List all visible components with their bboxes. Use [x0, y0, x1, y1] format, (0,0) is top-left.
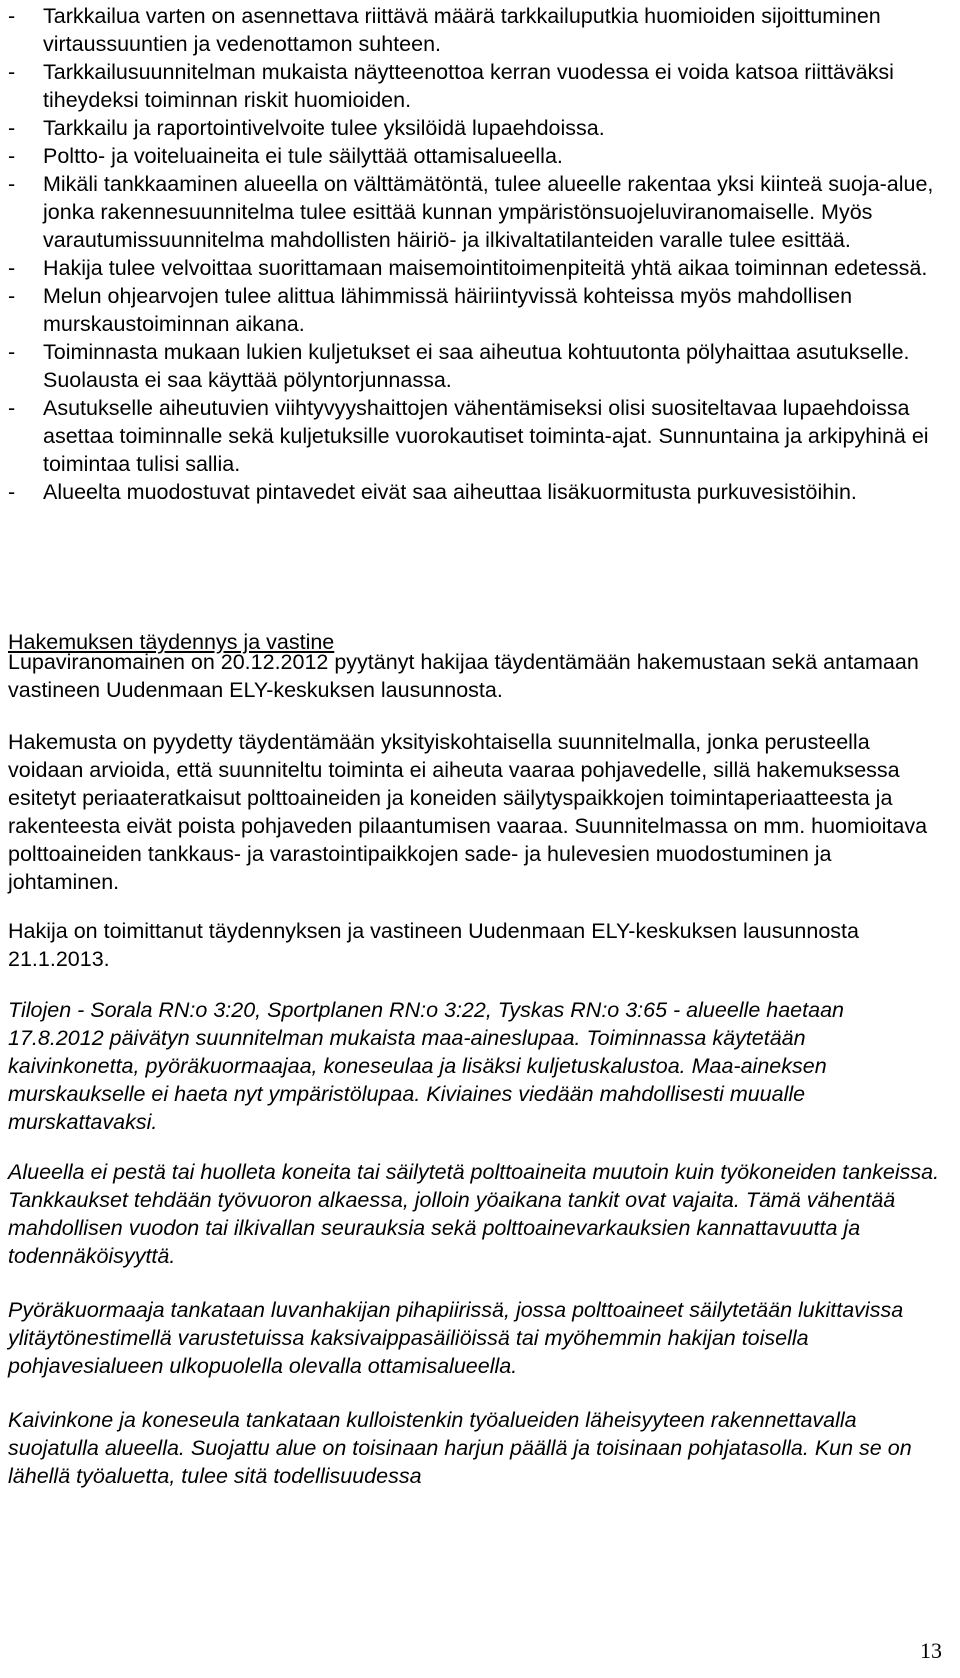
page-number: 13 — [920, 1638, 942, 1663]
paragraph: Lupaviranomainen on 20.12.2012 pyytänyt hakijaa täydentämään hakemustaan sekä antamaan vastineen Uudenmaan ELY-keskuksen lausunnosta. — [8, 650, 919, 702]
list-item: - Alueelta muodostuvat pintavedet eivät saa aiheuttaa lisäkuormitusta purkuvesistöihin. — [8, 480, 857, 504]
paragraph: Hakemusta on pyydetty täydentämään yksityiskohtaisella suunnitelmalla, jonka perusteella voidaan arvioida, että suunniteltu toiminta ei aiheuta vaaraa pohjavedelle, sillä hakemuksessa esitetyt periaateratkaisut polttoaineiden ja koneiden säilytyspaikkojen toimintaperiaatteesta ja rakenteesta eivät poista pohjaveden pilaantumisen vaaraa. Suunnitelmassa on mm. huomioitava polttoaineiden tankkaus- ja varastointipaikkojen sade- ja hulevesien muodostuminen ja johtaminen. — [8, 730, 928, 894]
list-item: - Tarkkailu ja raportointivelvoite tulee yksilöidä lupaehdoissa. — [8, 116, 605, 140]
italic-paragraph: Kaivinkone ja koneseula tankataan kulloistenkin työalueiden läheisyyteen rakennettavalla suojatulla alueella. Suojattu alue on toisinaan harjun päällä ja toisinaan pohjatasolla. Kun se on lähellä työaluetta, tulee sitä todellisuudessa — [8, 1408, 912, 1488]
list-item: - Asutukselle aiheutuvien viihtyvyyshaittojen vähentämiseksi olisi suositeltavaa lupaehdoissa asettaa toiminnalle sekä kuljetuksille vuorokautiset toiminta-ajat. Sunnuntaina ja arkipyhinä ei toimintaa tulisi sallia. — [8, 396, 929, 476]
italic-paragraph: Alueella ei pestä tai huolleta koneita tai säilytetä polttoaineita muutoin kuin työkoneiden tankeissa. Tankkaukset tehdään työvuoron alkaessa, jolloin yöaikana tankit ovat vajaita. Tämä vähentää mahdollisen vuodon tai ilkivallan seurauksia sekä polttoainevarkauksien kannattavuutta ja todennäköisyyttä. — [8, 1160, 940, 1268]
italic-paragraph: Tilojen - Sorala RN:o 3:20, Sportplanen RN:o 3:22, Tyskas RN:o 3:65 - alueelle haetaan 17.8.2012 päivätyn suunnitelman mukaista maa-aineslupaa. Toiminnassa käytetään kaivinkonetta, pyöräkuormaajaa, koneseulaa ja lisäksi kuljetuskalustoa. Maa-aineksen murskaukselle ei haeta nyt ympäristölupaa. Kiviaines viedään mahdollisesti muualle murskattavaksi. — [8, 998, 844, 1134]
list-item: - Hakija tulee velvoittaa suorittamaan maisemointitoimenpiteitä yhtä aikaa toiminnan edetessä. — [8, 256, 928, 280]
bullet-list — [8, 2, 948, 506]
list-item: - Toiminnasta mukaan lukien kuljetukset ei saa aiheutua kohtuutonta pölyhaittaa asutukselle. Suolausta ei saa käyttää pölyntorjunnassa. — [8, 340, 910, 392]
paragraph: Hakija on toimittanut täydennyksen ja vastineen Uudenmaan ELY-keskuksen lausunnosta 21.1.2013. — [8, 919, 859, 971]
list-item: - Tarkkailusuunnitelman mukaista näytteenottoa kerran vuodessa ei voida katsoa riittäväksi tiheydeksi toiminnan riskit huomioiden. — [8, 60, 894, 112]
list-item: - Tarkkailua varten on asennettava riittävä määrä tarkkailuputkia huomioiden sijoittuminen virtaussuuntien ja vedenottamon suhteen. — [8, 4, 881, 56]
section-heading: Hakemuksen täydennys ja vastine — [8, 630, 335, 654]
italic-paragraph: Pyöräkuormaaja tankataan luvanhakijan pihapiirissä, jossa polttoaineet säilytetään lukittavissa ylitäytönestimellä varustetuissa kaksivaippasäiliöissä tai myöhemmin hakijan toisella pohjavesialueen ulkopuolella olevalla ottamisalueella. — [8, 1298, 904, 1378]
list-item: - Mikäli tankkaaminen alueella on välttämätöntä, tulee alueelle rakentaa yksi kiinteä suoja-alue, jonka rakennesuunnitelma tulee esittää kunnan ympäristönsuojeluviranomaiselle. Myös varautumissuunnitelma mahdollisten häiriö- ja ilkivaltatilanteiden varalle tulee esittää. — [8, 172, 934, 252]
list-item: - Melun ohjearvojen tulee alittua lähimmissä häiriintyvissä kohteissa myös mahdollisen murskaustoiminnan aikana. — [8, 284, 853, 336]
list-item: - Poltto- ja voiteluaineita ei tule säilyttää ottamisalueella. — [8, 144, 563, 168]
